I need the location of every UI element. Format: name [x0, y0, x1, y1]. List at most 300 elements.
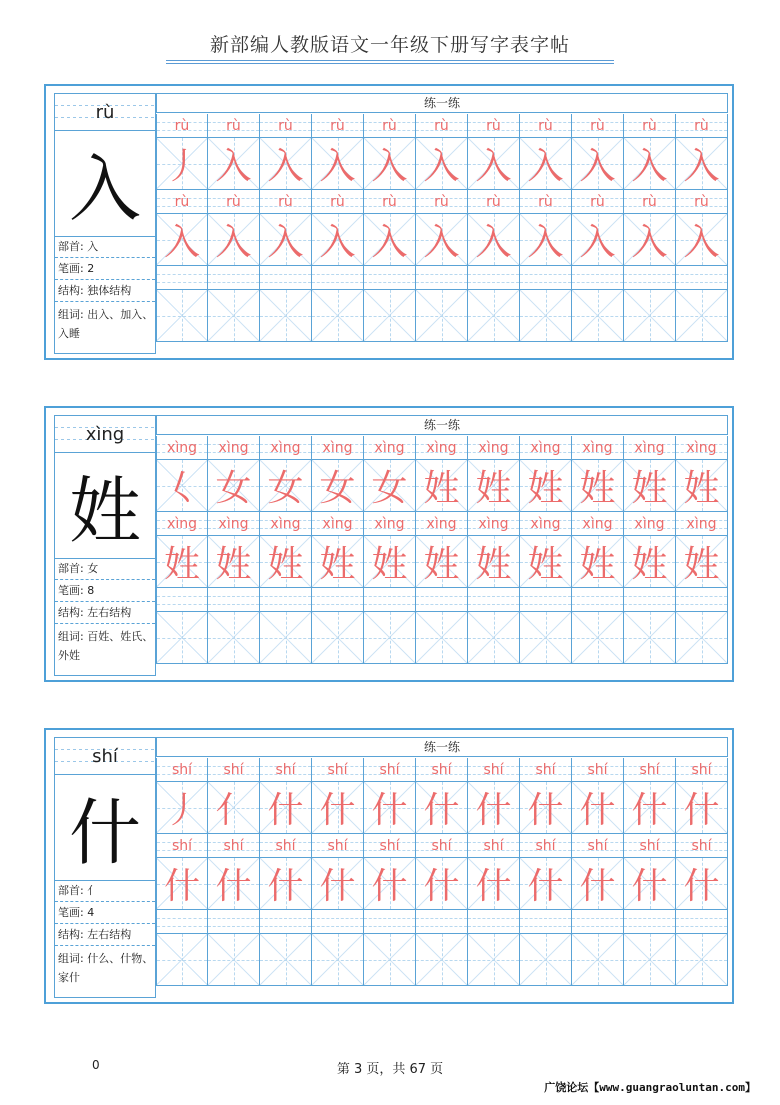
stroke-order-step: 入: [215, 146, 252, 187]
blank-pinyin-cell[interactable]: [676, 588, 728, 612]
blank-pinyin-cell[interactable]: [676, 266, 728, 290]
pinyin-trace: rù: [174, 194, 190, 210]
char-info-panel: [54, 415, 156, 676]
tracing-cell: [260, 536, 312, 588]
pinyin-cell: [156, 436, 208, 460]
pinyin-cell: [208, 114, 260, 138]
pinyin-trace: xìng: [582, 516, 613, 532]
writing-cell[interactable]: [520, 612, 572, 664]
stroke-order-step: 入: [579, 146, 616, 187]
pinyin-cell: [572, 834, 624, 858]
pinyin-cell: [260, 190, 312, 214]
tracing-cell: [468, 858, 520, 910]
pinyin-cell: [416, 190, 468, 214]
tracing-cell: [208, 460, 260, 512]
tracing-cell: [260, 858, 312, 910]
blank-pinyin-cell[interactable]: [364, 910, 416, 934]
pinyin-trace: xìng: [270, 440, 301, 456]
writing-cell[interactable]: [572, 934, 624, 986]
tracing-cell: [520, 782, 572, 834]
tracing-cell: [676, 858, 728, 910]
pinyin-trace: xìng: [426, 440, 457, 456]
stroke-order-step: 女: [267, 468, 304, 509]
tracing-cell: [156, 782, 208, 834]
tracing-cell: [416, 460, 468, 512]
stroke-order-step: 什: [475, 790, 512, 831]
pinyin-trace: xìng: [322, 516, 353, 532]
tracing-cell: [312, 782, 364, 834]
writing-cell[interactable]: [468, 290, 520, 342]
tracing-cell: [468, 782, 520, 834]
tracing-cell: [156, 214, 208, 266]
pinyin-cell: [364, 114, 416, 138]
stroke-order-step: 入: [267, 146, 304, 187]
writing-cell[interactable]: [416, 612, 468, 664]
writing-cell[interactable]: [260, 934, 312, 986]
trace-character: 姓: [163, 544, 200, 585]
pinyin-trace: shí: [691, 838, 712, 854]
pinyin-cell: [208, 512, 260, 536]
pinyin-trace: xìng: [530, 440, 561, 456]
trace-character: 入: [683, 222, 720, 263]
structure-info: 结构: 独体结构: [55, 280, 155, 302]
pinyin-cell: [312, 190, 364, 214]
trace-character: 姓: [631, 544, 668, 585]
stroke-order-step: 入: [423, 146, 460, 187]
tracing-cell: [208, 782, 260, 834]
writing-cell[interactable]: [260, 290, 312, 342]
writing-cell[interactable]: [572, 290, 624, 342]
tracing-cell: [156, 460, 208, 512]
pinyin-cell: [260, 512, 312, 536]
blank-pinyin-cell[interactable]: [312, 910, 364, 934]
pinyin-cell: [312, 758, 364, 782]
blank-pinyin-cell[interactable]: [260, 266, 312, 290]
pinyin-cell: [572, 190, 624, 214]
pinyin-trace: rù: [382, 194, 397, 210]
writing-cell[interactable]: [468, 612, 520, 664]
tracing-cell: [520, 214, 572, 266]
pinyin-trace: shí: [223, 838, 244, 854]
pinyin-cell: [624, 114, 676, 138]
stroke-order-step: 姓: [527, 468, 564, 509]
pinyin-cell: [520, 436, 572, 460]
blank-pinyin-cell[interactable]: [468, 588, 520, 612]
trace-character: 入: [163, 222, 200, 263]
writing-cell[interactable]: [364, 290, 416, 342]
pinyin-trace: shí: [639, 762, 660, 778]
blank-pinyin-cell[interactable]: [156, 266, 208, 290]
trace-character: 什: [579, 866, 616, 907]
pinyin-trace: xìng: [530, 516, 561, 532]
pinyin-trace: rù: [226, 194, 241, 210]
tracing-cell: [520, 858, 572, 910]
pinyin-cell: [676, 436, 728, 460]
trace-character: 什: [163, 866, 200, 907]
stroke-order-step: 入: [319, 146, 356, 187]
title-underline: [166, 60, 614, 61]
pinyin-cell: [624, 436, 676, 460]
writing-cell[interactable]: [156, 290, 208, 342]
pinyin-cell: [364, 834, 416, 858]
stroke-count-info: 笔画: 2: [55, 258, 155, 280]
pinyin-trace: rù: [434, 194, 449, 210]
practice-header: 练一练: [156, 415, 728, 435]
pinyin-trace: shí: [483, 762, 504, 778]
practice-header: 练一练: [156, 93, 728, 113]
stroke-order-step: 女: [319, 468, 356, 509]
pinyin-cell: [312, 512, 364, 536]
char-info-panel: [54, 737, 156, 998]
pinyin-cell: [260, 834, 312, 858]
writing-cell[interactable]: [312, 612, 364, 664]
pinyin-trace: rù: [642, 194, 657, 210]
blank-pinyin-cell[interactable]: [520, 910, 572, 934]
trace-character: 姓: [579, 544, 616, 585]
trace-character: 姓: [371, 544, 408, 585]
trace-character: 姓: [267, 544, 304, 585]
tracing-cell: [676, 782, 728, 834]
stroke-order-step: 什: [579, 790, 616, 831]
pinyin-cell: [520, 512, 572, 536]
pinyin-cell: [364, 436, 416, 460]
stroke-order-step: 入: [371, 146, 408, 187]
tracing-cell: [676, 138, 728, 190]
writing-cell[interactable]: [208, 290, 260, 342]
grid-bottom-margin: [156, 986, 728, 998]
pinyin-cell: [208, 190, 260, 214]
pinyin-cell: [468, 190, 520, 214]
blank-pinyin-cell[interactable]: [312, 588, 364, 612]
pinyin-trace: xìng: [167, 440, 197, 456]
pinyin-cell: [156, 114, 208, 138]
pinyin-trace: shí: [327, 838, 348, 854]
tracing-cell: [364, 782, 416, 834]
tracing-cell: [676, 536, 728, 588]
pinyin-trace: xìng: [322, 440, 353, 456]
tracing-cell: [208, 858, 260, 910]
pinyin-cell: [416, 834, 468, 858]
tracing-cell: [572, 214, 624, 266]
blank-pinyin-cell[interactable]: [364, 266, 416, 290]
blank-pinyin-cell[interactable]: [208, 266, 260, 290]
pinyin-trace: xìng: [634, 516, 665, 532]
writing-cell[interactable]: [624, 290, 676, 342]
model-character: 什: [55, 774, 155, 881]
tracing-cell: [572, 138, 624, 190]
pinyin-cell: [364, 512, 416, 536]
pinyin-trace: shí: [535, 762, 556, 778]
pinyin-trace: rù: [590, 194, 605, 210]
trace-character: 什: [527, 866, 564, 907]
blank-pinyin-cell[interactable]: [208, 910, 260, 934]
pinyin-cell: [468, 436, 520, 460]
practice-block: [44, 84, 734, 360]
practice-block: [44, 406, 734, 682]
tracing-cell: [416, 138, 468, 190]
blank-pinyin-cell[interactable]: [520, 588, 572, 612]
tracing-cell: [312, 214, 364, 266]
pinyin-cell: [208, 436, 260, 460]
trace-character: 什: [423, 866, 460, 907]
stroke-order-step: 姓: [579, 468, 616, 509]
stroke-order-step: 什: [267, 790, 304, 831]
pinyin-cell: [156, 512, 208, 536]
title-underline-2: [166, 63, 614, 64]
writing-cell[interactable]: [416, 934, 468, 986]
tracing-cell: [520, 460, 572, 512]
tracing-cell: [260, 460, 312, 512]
page-number: 第 3 页，共 67 页: [336, 1062, 444, 1077]
tracing-cell: [416, 782, 468, 834]
stroke-order-step: 姓: [475, 468, 512, 509]
tracing-cell: [624, 782, 676, 834]
pinyin-cell: [624, 512, 676, 536]
writing-cell[interactable]: [520, 934, 572, 986]
blank-pinyin-cell[interactable]: [416, 266, 468, 290]
tracing-cell: [520, 138, 572, 190]
pinyin-cell: [572, 436, 624, 460]
writing-cell[interactable]: [260, 612, 312, 664]
stroke-count-info: 笔画: 4: [55, 902, 155, 924]
tracing-cell: [364, 536, 416, 588]
blank-pinyin-cell[interactable]: [156, 588, 208, 612]
trace-character: 入: [475, 222, 512, 263]
pinyin-trace: rù: [694, 194, 709, 210]
trace-character: 姓: [527, 544, 564, 585]
trace-character: 入: [527, 222, 564, 263]
tracing-cell: [572, 536, 624, 588]
stroke-order-step: 什: [319, 790, 356, 831]
pinyin-trace: rù: [538, 194, 553, 210]
writing-cell[interactable]: [572, 612, 624, 664]
writing-cell[interactable]: [208, 612, 260, 664]
blank-pinyin-cell[interactable]: [468, 266, 520, 290]
pinyin-trace: rù: [434, 118, 449, 134]
tracing-cell: [468, 138, 520, 190]
blank-pinyin-cell[interactable]: [624, 266, 676, 290]
blank-pinyin-cell[interactable]: [260, 910, 312, 934]
pinyin-cell: [156, 758, 208, 782]
pinyin-trace: shí: [691, 762, 712, 778]
pinyin-trace: xìng: [634, 440, 665, 456]
stroke-order-step: 姓: [423, 468, 460, 509]
stroke-order-step: 女: [215, 468, 252, 509]
pinyin-cell: [312, 436, 364, 460]
tracing-cell: [364, 858, 416, 910]
pinyin-trace: rù: [174, 118, 190, 134]
pinyin-cell: [208, 834, 260, 858]
pinyin-trace: shí: [483, 838, 504, 854]
pinyin-trace: rù: [538, 118, 553, 134]
stroke-order-step: 亻: [215, 790, 252, 831]
pinyin-cell: [156, 834, 208, 858]
blank-pinyin-cell[interactable]: [416, 910, 468, 934]
tracing-cell: [260, 782, 312, 834]
pinyin-cell: [572, 512, 624, 536]
writing-cell[interactable]: [520, 290, 572, 342]
pinyin-trace: xìng: [218, 516, 249, 532]
trace-character: 什: [631, 866, 668, 907]
blank-pinyin-cell[interactable]: [364, 588, 416, 612]
trace-character: 入: [319, 222, 356, 263]
practice-header: 练一练: [156, 737, 728, 757]
tracing-cell: [468, 536, 520, 588]
pinyin-cell: [520, 114, 572, 138]
tracing-cell: [260, 138, 312, 190]
pinyin-trace: shí: [379, 838, 400, 854]
footer-mark: 0: [92, 1058, 100, 1072]
writing-cell[interactable]: [676, 934, 728, 986]
site-watermark: 广饶论坛【www.guangraoluntan.com】: [544, 1081, 756, 1094]
pinyin-trace: xìng: [478, 516, 509, 532]
writing-cell[interactable]: [624, 612, 676, 664]
pinyin-trace: rù: [278, 194, 293, 210]
tracing-cell: [208, 138, 260, 190]
writing-cell[interactable]: [156, 612, 208, 664]
pinyin-cell: [260, 436, 312, 460]
stroke-order-step: 什: [371, 790, 408, 831]
pinyin-cell: [468, 114, 520, 138]
pinyin-trace: rù: [590, 118, 605, 134]
pinyin-trace: xìng: [218, 440, 249, 456]
stroke-order-step: 入: [683, 146, 720, 187]
blank-pinyin-cell[interactable]: [572, 266, 624, 290]
tracing-cell: [416, 536, 468, 588]
pinyin-trace: xìng: [270, 516, 301, 532]
tracing-cell: [572, 460, 624, 512]
blank-pinyin-cell[interactable]: [572, 910, 624, 934]
stroke-order-step: 什: [527, 790, 564, 831]
pinyin-trace: shí: [327, 762, 348, 778]
trace-character: 什: [215, 866, 252, 907]
blank-pinyin-cell[interactable]: [260, 588, 312, 612]
tracing-cell: [364, 138, 416, 190]
writing-cell[interactable]: [416, 290, 468, 342]
radical-info: 部首: 亻: [55, 880, 155, 902]
trace-character: 什: [683, 866, 720, 907]
tracing-cell: [468, 214, 520, 266]
blank-pinyin-cell[interactable]: [312, 266, 364, 290]
writing-cell[interactable]: [624, 934, 676, 986]
blank-pinyin-cell[interactable]: [624, 588, 676, 612]
pinyin-trace: xìng: [374, 440, 405, 456]
trace-character: 什: [319, 866, 356, 907]
pinyin-cell: [312, 114, 364, 138]
tracing-cell: [624, 138, 676, 190]
pinyin-trace: xìng: [426, 516, 457, 532]
trace-character: 姓: [423, 544, 460, 585]
pinyin-trace: xìng: [374, 516, 405, 532]
pinyin-cell: [572, 114, 624, 138]
trace-character: 什: [267, 866, 304, 907]
writing-cell[interactable]: [676, 612, 728, 664]
blank-pinyin-cell[interactable]: [468, 910, 520, 934]
pinyin-trace: xìng: [167, 516, 197, 532]
pinyin-trace: xìng: [582, 440, 613, 456]
char-pinyin: rù: [55, 94, 155, 131]
tracing-cell: [416, 858, 468, 910]
practice-block: [44, 728, 734, 1004]
tracing-cell: [676, 460, 728, 512]
pinyin-cell: [676, 114, 728, 138]
trace-character: 入: [579, 222, 616, 263]
pinyin-trace: rù: [330, 194, 345, 210]
tracing-cell: [208, 214, 260, 266]
practice-grid: [156, 415, 728, 676]
pinyin-cell: [520, 758, 572, 782]
trace-character: 什: [371, 866, 408, 907]
writing-cell[interactable]: [364, 612, 416, 664]
trace-character: 姓: [215, 544, 252, 585]
tracing-cell: [312, 138, 364, 190]
blank-pinyin-cell[interactable]: [624, 910, 676, 934]
trace-character: 入: [423, 222, 460, 263]
practice-grid: [156, 737, 728, 998]
pinyin-trace: shí: [171, 762, 193, 778]
blank-pinyin-cell[interactable]: [208, 588, 260, 612]
tracing-cell: [572, 782, 624, 834]
pinyin-cell: [468, 834, 520, 858]
pinyin-cell: [364, 758, 416, 782]
writing-cell[interactable]: [676, 290, 728, 342]
pinyin-trace: rù: [330, 118, 345, 134]
pinyin-trace: rù: [642, 118, 657, 134]
pinyin-trace: shí: [379, 762, 400, 778]
stroke-order-step: 什: [423, 790, 460, 831]
stroke-order-step: 丿: [163, 146, 200, 187]
trace-character: 什: [475, 866, 512, 907]
trace-character: 入: [215, 222, 252, 263]
pinyin-cell: [572, 758, 624, 782]
radical-info: 部首: 女: [55, 558, 155, 580]
stroke-order-step: 入: [475, 146, 512, 187]
stroke-order-step: 𡿨: [163, 468, 200, 509]
tracing-cell: [572, 858, 624, 910]
page-title: 新部编人教版语文一年级下册写字表字帖: [209, 34, 570, 56]
stroke-count-info: 笔画: 8: [55, 580, 155, 602]
blank-pinyin-cell[interactable]: [156, 910, 208, 934]
trace-character: 姓: [319, 544, 356, 585]
trace-character: 入: [267, 222, 304, 263]
pinyin-cell: [468, 512, 520, 536]
char-pinyin: xìng: [55, 416, 155, 453]
word-examples: 组词: 出入、加入、入睡: [58, 308, 154, 340]
stroke-order-step: 姓: [683, 468, 720, 509]
pinyin-cell: [416, 758, 468, 782]
pinyin-cell: [520, 190, 572, 214]
writing-cell[interactable]: [364, 934, 416, 986]
practice-grid: [156, 93, 728, 354]
writing-cell[interactable]: [156, 934, 208, 986]
writing-cell[interactable]: [468, 934, 520, 986]
blank-pinyin-cell[interactable]: [416, 588, 468, 612]
grid-bottom-margin: [156, 664, 728, 676]
writing-cell[interactable]: [208, 934, 260, 986]
writing-cell[interactable]: [312, 290, 364, 342]
pinyin-cell: [520, 834, 572, 858]
pinyin-cell: [312, 834, 364, 858]
blank-pinyin-cell[interactable]: [676, 910, 728, 934]
blank-pinyin-cell[interactable]: [520, 266, 572, 290]
writing-cell[interactable]: [312, 934, 364, 986]
pinyin-cell: [416, 512, 468, 536]
blank-pinyin-cell[interactable]: [572, 588, 624, 612]
tracing-cell: [676, 214, 728, 266]
pinyin-trace: rù: [694, 118, 709, 134]
pinyin-cell: [624, 834, 676, 858]
char-info-panel: [54, 93, 156, 354]
